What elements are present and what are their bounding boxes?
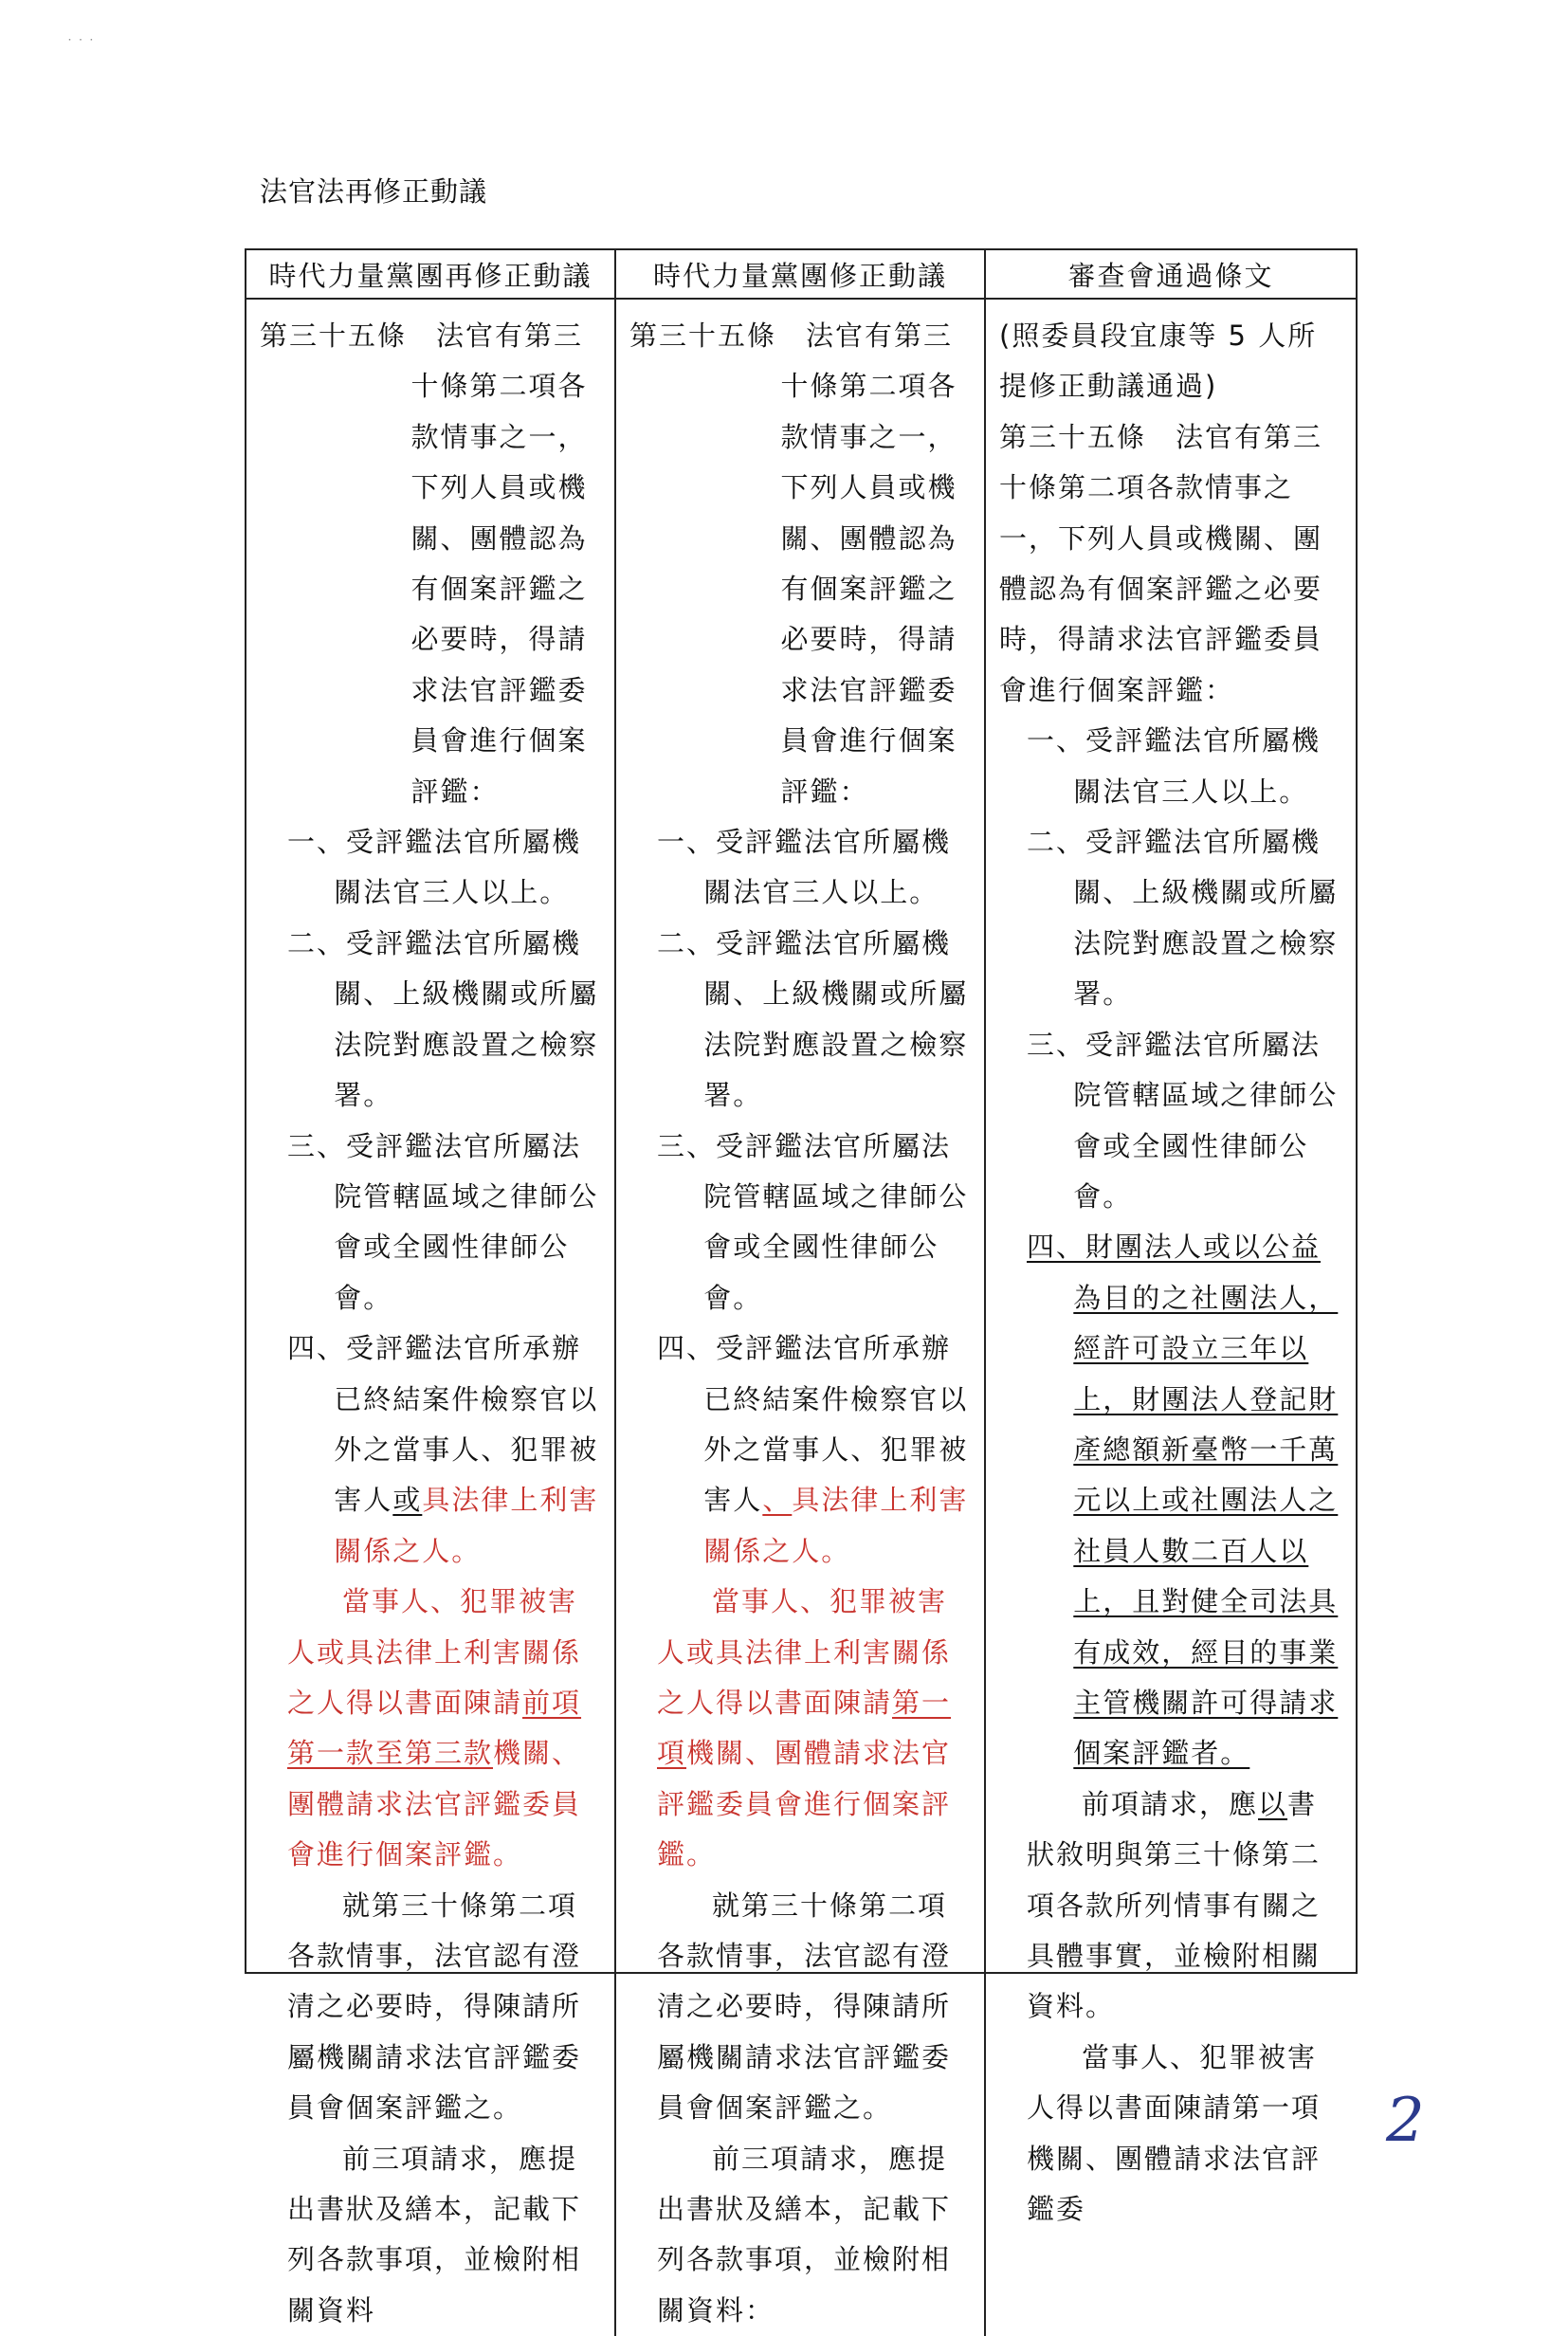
adoption-note: (照委員段宜康等 5 人所提修正動議通過)	[999, 319, 1318, 403]
list-item: 四、受評鑑法官所承辦已終結案件檢察官以外之當事人、犯罪被害人、具法律上利害關係之人。	[657, 1332, 969, 1567]
amended-paragraph: 當事人、犯罪被害人或具法律上利害關係之人得以書面陳請第一項機關、團體請求法官評鑑委員會進行個案評鑑。	[657, 1585, 952, 1871]
paragraph: 就第三十條第二項各款情事，法官認有澄清之必要時，得陳請所屬機關請求法官評鑑委員會個案評鑑之。	[287, 1889, 582, 2125]
paragraph: 當事人、犯罪被害人得以書面陳請第一項機關、團體請求法官評鑑委	[1027, 2040, 1322, 2226]
paragraph: 就第三十條第二項各款情事，法官認有澄清之必要時，得陳請所屬機關請求法官評鑑委員會個案評鑑之。	[657, 1889, 952, 2125]
column-amendment	[616, 300, 986, 2336]
document-title: 法官法再修正動議	[260, 175, 488, 208]
list-item: 二、受評鑑法官所屬機關、上級機關或所屬法院對應設置之檢察署。	[1027, 826, 1339, 1011]
list-item: 二、受評鑑法官所屬機關、上級機關或所屬法院對應設置之檢察署。	[287, 926, 599, 1112]
list-item: 三、受評鑑法官所屬法院管轄區域之律師公會或全國性律師公會。	[657, 1129, 969, 1314]
amendment-comparison-table	[245, 248, 1358, 2327]
article-heading: 第三十五條 法官有第三十條第二項各款情事之一，下列人員或機關、團體認為有個案評鑑之必要時，得請求法官評鑑委員會進行個案評鑑：	[629, 319, 957, 808]
list-item: 二、受評鑑法官所屬機關、上級機關或所屬法院對應設置之檢察署。	[657, 926, 969, 1112]
column-committee-text	[986, 300, 1356, 2336]
amended-text: 第一項	[657, 1686, 952, 1770]
amended-paragraph: 當事人、犯罪被害人或具法律上利害關係之人得以書面陳請前項第一款至第三款機關、團體請求法官評鑑委員會進行個案評鑑。	[287, 1585, 582, 1871]
amended-text: 前項第一款至第三款	[287, 1686, 582, 1770]
column-reamendment	[246, 300, 616, 2336]
list-item: 一、受評鑑法官所屬機關法官三人以上。	[657, 826, 952, 909]
paragraph: 前項請求，應以書狀敘明與第三十條第二項各款所列情事有關之具體事實，並檢附相關資料。	[1027, 1787, 1322, 2023]
article-heading: 第三十五條 法官有第三十條第二項各款情事之一，下列人員或機關、團體認為有個案評鑑之必要時，得請求法官評鑑委員會進行個案評鑑：	[260, 319, 588, 808]
list-item: 三、受評鑑法官所屬法院管轄區域之律師公會或全國性律師公會。	[287, 1129, 599, 1314]
amended-text: 或	[392, 1484, 423, 1517]
amended-text: 、	[762, 1484, 793, 1517]
paragraph: 前三項請求，應提出書狀及繕本，記載下列各款事項，並檢附相關資料	[287, 2142, 582, 2327]
list-item: 四、受評鑑法官所承辦已終結案件檢察官以外之當事人、犯罪被害人或具法律上利害關係之人。	[287, 1332, 599, 1567]
paragraph: 前三項請求，應提出書狀及繕本，記載下列各款事項，並檢附相關資料：	[657, 2142, 952, 2327]
amended-text: 具法律上利害關係之人。	[703, 1484, 969, 1567]
column-header-amendment: 時代力量黨團修正動議	[616, 250, 986, 300]
amended-text: 以	[1258, 1787, 1288, 1820]
scan-marks: ˙ ˙ ˙	[66, 38, 95, 53]
handwritten-page-number: 2	[1386, 2086, 1425, 2156]
article-heading: 第三十五條 法官有第三十條第二項各款情事之一，下列人員或機關、團體認為有個案評鑑之必要時，得請求法官評鑑委員會進行個案評鑑：	[999, 420, 1323, 706]
amended-text: 具法律上利害關係之人。	[334, 1484, 599, 1567]
list-item: 四、財團法人或以公益為目的之社團法人，經許可設立三年以上，財團法人登記財產總額新臺幣一千萬元以上或社團法人之社員人數二百人以上，且對健全司法具有成效，經目的事業主管機關許可得請求個案評鑑者。	[1027, 1231, 1339, 1770]
column-header-reamendment: 時代力量黨團再修正動議	[246, 250, 616, 300]
list-item: 一、受評鑑法官所屬機關法官三人以上。	[287, 826, 582, 909]
list-item: 一、受評鑑法官所屬機關法官三人以上。	[1027, 724, 1322, 808]
column-header-committee-text: 審查會通過條文	[986, 250, 1356, 300]
list-item: 三、受評鑑法官所屬法院管轄區域之律師公會或全國性律師公會。	[1027, 1028, 1339, 1213]
